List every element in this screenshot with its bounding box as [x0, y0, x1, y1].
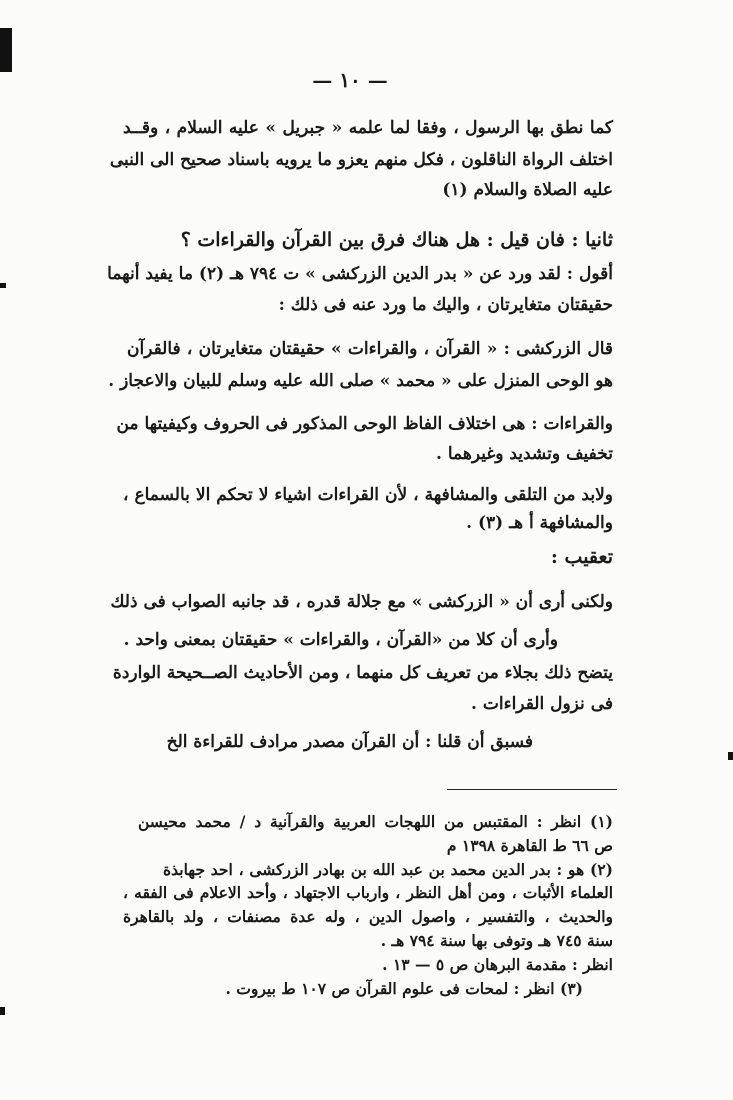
body-line-3: عليه الصلاة والسلام (١) — [442, 180, 613, 200]
section-heading-taaqib: تعقيب : — [550, 546, 613, 568]
scan-edge-mark-bottom — [0, 1007, 5, 1015]
footnote-3: (٣) انظر : لمحات فى علوم القرآن ص ١٠٧ ط بيروت . — [225, 979, 583, 998]
scan-edge-mark-top — [0, 28, 12, 72]
body-line-14: ولكنى أرى أن « الزركشى » مع جلالة قدره ، قد جانبه الصواب فى ذلك — [110, 592, 613, 612]
body-line-15: وأرى أن كلا من «القرآن ، والقراءات » حقيقتان بمعنى واحد . — [123, 630, 558, 650]
footnote-1-line-2: ص ٦٦ ط القاهرة ١٣٩٨ م — [446, 836, 613, 855]
footnote-2-line-3: والحديث ، والتفسير ، واصول الدين ، وله عدة مصنفات ، ولد بالقاهرة — [123, 907, 613, 926]
scan-edge-mark-left — [0, 283, 6, 288]
footnote-1-line-1: (١) انظر : المقتبس من اللهجات العربية والقرآنية د / محمد محيسن — [138, 812, 613, 831]
footnote-divider — [447, 789, 617, 790]
body-line-18: فسبق أن قلنا : أن القرآن مصدر مرادف للقراءة الخ — [166, 732, 533, 752]
body-line-4: ثانيا : فان قيل : هل هناك فرق بين القرآن والقراءات ؟ — [180, 229, 613, 251]
body-line-11: ولابد من التلقى والمشافهة ، لأن القراءات اشياء لا تحكم الا بالسماع ، — [123, 485, 613, 505]
body-line-17: فى نزول القراءات . — [471, 694, 613, 714]
body-line-5: أقول : لقد ورد عن « بدر الدين الزركشى » ت ٧٩٤ هـ (٢) ما يفيد أنهما — [107, 264, 613, 284]
body-line-9: والقراءات : هى اختلاف الفاظ الوحى المذكور فى الحروف وكيفيتها من — [116, 414, 613, 434]
footnote-2-line-1: (٢) هو : بدر الدين محمد بن عبد الله بن بهادر الزركشى ، احد جهابذة — [163, 860, 613, 879]
footnote-2-line-2: العلماء الأثبات ، ومن أهل النظر ، وارباب الاجتهاد ، وأحد الاعلام فى الفقه ، — [123, 883, 613, 902]
page-number: — ١٠ — — [312, 68, 388, 92]
scan-edge-mark-right — [728, 752, 733, 760]
body-line-7: قال الزركشى : « القرآن ، والقراءات » حقيقتان متغايرتان ، فالقرآن — [127, 339, 613, 359]
body-line-12: والمشافهة أ هـ (٣) . — [466, 513, 613, 533]
body-line-8: هو الوحى المنزل على « محمد » صلى الله عليه وسلم للبيان والاعجاز . — [108, 371, 613, 391]
body-line-1: كما نطق بها الرسول ، وفقا لما علمه « جبريل » عليه السلام ، وقــد — [123, 118, 613, 138]
footnote-2-line-4: سنة ٧٤٥ هـ وتوفى بها سنة ٧٩٤ هـ . — [380, 931, 613, 950]
footnote-2-line-5: انظر : مقدمة البرهان ص ٥ — ١٣ . — [382, 955, 613, 974]
body-line-10: تخفيف وتشديد وغيرهما . — [436, 444, 613, 464]
body-line-16: يتضح ذلك بجلاء من تعريف كل منهما ، ومن الأحاديث الصــحيحة الواردة — [112, 663, 613, 683]
body-line-2: اختلف الرواة الناقلون ، فكل منهم يعزو ما يرويه باسناد صحيح الى النبى — [109, 150, 613, 170]
body-line-6: حقيقتان متغايرتان ، واليك ما ورد عنه فى ذلك : — [278, 295, 613, 315]
